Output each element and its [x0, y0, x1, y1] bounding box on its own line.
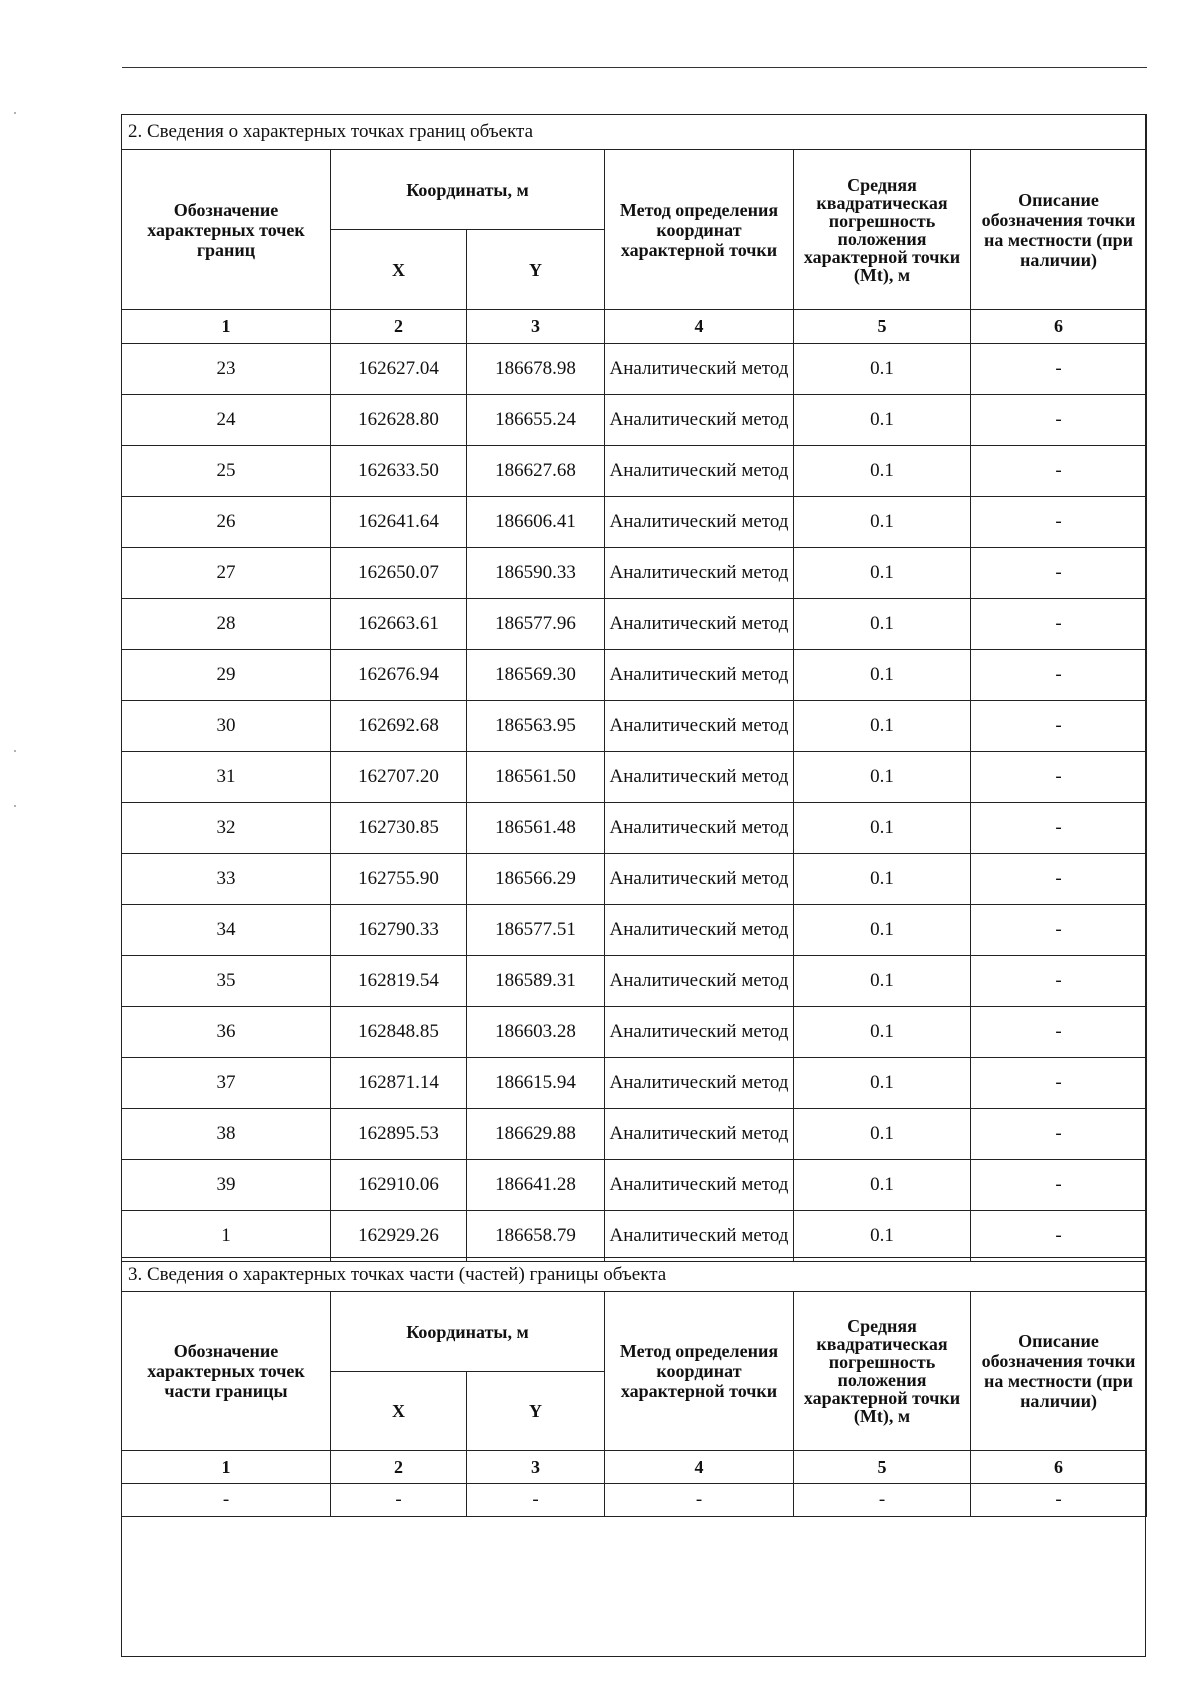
point-designation: 37 — [122, 1058, 331, 1109]
table-row — [122, 956, 1147, 1007]
error-mt: 0.1 — [794, 395, 971, 446]
header-coordinates: Координаты, м — [331, 1292, 605, 1372]
method-cell: Аналитический метод — [605, 1211, 794, 1262]
point-designation: 28 — [122, 599, 331, 650]
col-number: 5 — [794, 1451, 971, 1484]
method-cell: Аналитический метод — [605, 650, 794, 701]
col-number: 2 — [331, 1451, 467, 1484]
coordinate-y: 186577.51 — [467, 905, 605, 956]
table-row — [122, 1484, 1147, 1517]
coordinate-y: 186590.33 — [467, 548, 605, 599]
method-cell: Аналитический метод — [605, 1058, 794, 1109]
coordinate-x: 162895.53 — [331, 1109, 467, 1160]
header-x: X — [331, 1372, 467, 1451]
point-designation: 39 — [122, 1160, 331, 1211]
col-number: 3 — [467, 1451, 605, 1484]
header-x: X — [331, 230, 467, 310]
method-cell: Аналитический метод — [605, 599, 794, 650]
coordinate-y: 186561.50 — [467, 752, 605, 803]
boundary-points-table — [121, 114, 1147, 1262]
header-y: Y — [467, 230, 605, 310]
point-description: - — [971, 1058, 1147, 1109]
table-row — [122, 1160, 1147, 1211]
coordinate-x: 162755.90 — [331, 854, 467, 905]
point-description: - — [971, 752, 1147, 803]
error-mt: 0.1 — [794, 1109, 971, 1160]
error-mt: 0.1 — [794, 956, 971, 1007]
error-mt: 0.1 — [794, 1058, 971, 1109]
header-error: Средняя квадратическая погрешность положения характерной точки (Mt), м — [794, 1292, 971, 1451]
scan-dot — [14, 805, 16, 807]
col-number: 6 — [971, 1451, 1147, 1484]
point-description: - — [971, 854, 1147, 905]
coordinate-x: 162650.07 — [331, 548, 467, 599]
method-cell: Аналитический метод — [605, 1007, 794, 1058]
point-designation: 29 — [122, 650, 331, 701]
method-cell: Аналитический метод — [605, 956, 794, 1007]
point-description: - — [971, 803, 1147, 854]
point-description: - — [971, 701, 1147, 752]
table-row — [122, 854, 1147, 905]
coordinate-x: - — [331, 1484, 467, 1517]
coordinate-y: 186615.94 — [467, 1058, 605, 1109]
table-row — [122, 344, 1147, 395]
header-coordinates: Координаты, м — [331, 150, 605, 230]
coordinate-y: 186641.28 — [467, 1160, 605, 1211]
coordinate-y: 186606.41 — [467, 497, 605, 548]
error-mt: 0.1 — [794, 650, 971, 701]
coordinate-x: 162641.64 — [331, 497, 467, 548]
table-row — [122, 752, 1147, 803]
method-cell: Аналитический метод — [605, 395, 794, 446]
coordinate-x: 162929.26 — [331, 1211, 467, 1262]
coordinate-y: 186566.29 — [467, 854, 605, 905]
coordinate-x: 162676.94 — [331, 650, 467, 701]
coordinate-y: 186603.28 — [467, 1007, 605, 1058]
header-designation: Обозначение характерных точек части границы — [122, 1292, 331, 1451]
partial-boundary-points-table — [121, 1257, 1147, 1517]
error-mt: 0.1 — [794, 752, 971, 803]
coordinate-y: 186678.98 — [467, 344, 605, 395]
point-description: - — [971, 548, 1147, 599]
point-designation: 32 — [122, 803, 331, 854]
table-row — [122, 395, 1147, 446]
coordinate-y: 186658.79 — [467, 1211, 605, 1262]
top-rule — [122, 67, 1147, 68]
coordinate-x: 162627.04 — [331, 344, 467, 395]
col-number: 2 — [331, 310, 467, 344]
point-designation: 24 — [122, 395, 331, 446]
table-row — [122, 1211, 1147, 1262]
coordinate-y: 186577.96 — [467, 599, 605, 650]
method-cell: Аналитический метод — [605, 344, 794, 395]
error-mt: 0.1 — [794, 344, 971, 395]
coordinate-y: 186655.24 — [467, 395, 605, 446]
error-mt: 0.1 — [794, 446, 971, 497]
method-cell: Аналитический метод — [605, 854, 794, 905]
partial-boundary-points-body — [122, 1484, 1147, 1517]
method-cell: Аналитический метод — [605, 497, 794, 548]
method-cell: Аналитический метод — [605, 1109, 794, 1160]
coordinate-x: 162663.61 — [331, 599, 467, 650]
col-number: 5 — [794, 310, 971, 344]
point-designation: 31 — [122, 752, 331, 803]
point-description: - — [971, 395, 1147, 446]
scan-dot — [14, 750, 16, 752]
table-row — [122, 803, 1147, 854]
point-designation: 34 — [122, 905, 331, 956]
point-designation: 27 — [122, 548, 331, 599]
point-description: - — [971, 1484, 1147, 1517]
error-mt: 0.1 — [794, 548, 971, 599]
point-designation: 23 — [122, 344, 331, 395]
point-description: - — [971, 1160, 1147, 1211]
error-mt: 0.1 — [794, 854, 971, 905]
method-cell: Аналитический метод — [605, 548, 794, 599]
coordinate-x: 162707.20 — [331, 752, 467, 803]
coordinate-x: 162848.85 — [331, 1007, 467, 1058]
header-method: Метод определения координат характерной точки — [605, 1292, 794, 1451]
point-description: - — [971, 956, 1147, 1007]
table-row — [122, 446, 1147, 497]
header-description: Описание обозначения точки на местности (при наличии) — [971, 1292, 1147, 1451]
coordinate-x: 162871.14 — [331, 1058, 467, 1109]
table-row — [122, 497, 1147, 548]
table-row — [122, 1058, 1147, 1109]
coordinate-y: - — [467, 1484, 605, 1517]
point-description: - — [971, 650, 1147, 701]
coordinate-x: 162633.50 — [331, 446, 467, 497]
point-designation: 30 — [122, 701, 331, 752]
header-method: Метод определения координат характерной точки — [605, 150, 794, 310]
boundary-points-body — [122, 344, 1147, 1262]
error-mt: 0.1 — [794, 701, 971, 752]
col-number: 6 — [971, 310, 1147, 344]
error-mt: 0.1 — [794, 905, 971, 956]
col-number: 4 — [605, 1451, 794, 1484]
point-designation: 25 — [122, 446, 331, 497]
coordinate-x: 162790.33 — [331, 905, 467, 956]
header-description: Описание обозначения точки на местности (при наличии) — [971, 150, 1147, 310]
point-designation: 36 — [122, 1007, 331, 1058]
point-designation: - — [122, 1484, 331, 1517]
col-number: 1 — [122, 310, 331, 344]
point-designation: 26 — [122, 497, 331, 548]
header-error: Средняя квадратическая погрешность положения характерной точки (Mt), м — [794, 150, 971, 310]
coordinate-x: 162819.54 — [331, 956, 467, 1007]
table-row — [122, 1109, 1147, 1160]
coordinate-x: 162910.06 — [331, 1160, 467, 1211]
error-mt: 0.1 — [794, 599, 971, 650]
coordinate-x: 162692.68 — [331, 701, 467, 752]
coordinate-y: 186563.95 — [467, 701, 605, 752]
point-designation: 35 — [122, 956, 331, 1007]
error-mt: 0.1 — [794, 1160, 971, 1211]
point-description: - — [971, 497, 1147, 548]
header-y: Y — [467, 1372, 605, 1451]
section-2-title: 2. Сведения о характерных точках границ объекта — [122, 115, 1147, 150]
point-description: - — [971, 599, 1147, 650]
method-cell: Аналитический метод — [605, 803, 794, 854]
coordinate-x: 162628.80 — [331, 395, 467, 446]
point-designation: 33 — [122, 854, 331, 905]
coordinate-y: 186627.68 — [467, 446, 605, 497]
coordinate-y: 186629.88 — [467, 1109, 605, 1160]
col-number: 4 — [605, 310, 794, 344]
scan-dot — [14, 112, 16, 114]
table-row — [122, 650, 1147, 701]
point-description: - — [971, 905, 1147, 956]
table-row — [122, 1007, 1147, 1058]
coordinate-y: 186561.48 — [467, 803, 605, 854]
point-description: - — [971, 344, 1147, 395]
method-cell: - — [605, 1484, 794, 1517]
error-mt: - — [794, 1484, 971, 1517]
method-cell: Аналитический метод — [605, 1160, 794, 1211]
point-designation: 38 — [122, 1109, 331, 1160]
table-row — [122, 548, 1147, 599]
coordinate-x: 162730.85 — [331, 803, 467, 854]
point-designation: 1 — [122, 1211, 331, 1262]
method-cell: Аналитический метод — [605, 905, 794, 956]
section-3-title: 3. Сведения о характерных точках части (частей) границы объекта — [122, 1258, 1147, 1292]
point-description: - — [971, 446, 1147, 497]
coordinate-y: 186589.31 — [467, 956, 605, 1007]
error-mt: 0.1 — [794, 803, 971, 854]
col-number: 1 — [122, 1451, 331, 1484]
point-description: - — [971, 1109, 1147, 1160]
method-cell: Аналитический метод — [605, 446, 794, 497]
error-mt: 0.1 — [794, 1007, 971, 1058]
table-row — [122, 599, 1147, 650]
coordinate-y: 186569.30 — [467, 650, 605, 701]
point-description: - — [971, 1211, 1147, 1262]
col-number: 3 — [467, 310, 605, 344]
error-mt: 0.1 — [794, 497, 971, 548]
method-cell: Аналитический метод — [605, 752, 794, 803]
error-mt: 0.1 — [794, 1211, 971, 1262]
header-designation: Обозначение характерных точек границ — [122, 150, 331, 310]
method-cell: Аналитический метод — [605, 701, 794, 752]
table-row — [122, 701, 1147, 752]
table-row — [122, 905, 1147, 956]
point-description: - — [971, 1007, 1147, 1058]
